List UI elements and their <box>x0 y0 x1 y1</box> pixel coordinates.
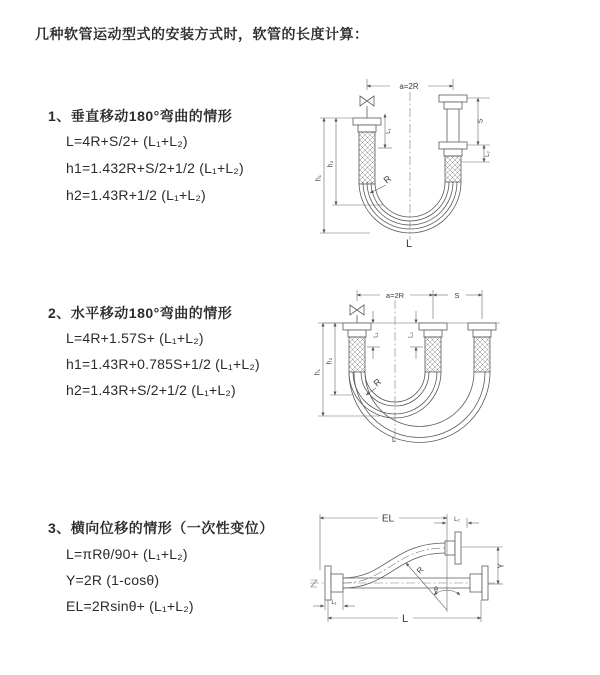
left-pipe-flange <box>353 118 381 132</box>
section1-formula-h1: h1=1.432R+S/2+1/2 (L₁+L₂) <box>66 160 244 176</box>
left-hose-braid <box>349 337 365 372</box>
diagram-horizontal-180-bend <box>310 282 600 452</box>
dim-l1-label: L₁ <box>331 600 337 606</box>
left-pipe-flange <box>343 323 371 337</box>
dim-l-label: L <box>405 238 413 250</box>
dim-s-label: S <box>454 291 460 300</box>
u-bend-position2 <box>349 372 490 443</box>
section1-heading: 1、垂直移动180°弯曲的情形 <box>48 108 233 124</box>
dim-l-label: L <box>401 613 409 625</box>
section2-formula-h2: h2=1.43R+S/2+1/2 (L₁+L₂) <box>66 382 236 398</box>
dim-h1-label: h₁ <box>315 174 323 182</box>
section1-formula-L: L=4R+S/2+ (L₁+L₂) <box>66 133 188 149</box>
u-bend-position1 <box>349 372 441 418</box>
middle-hose-braid <box>425 337 441 372</box>
page-title: 几种软管运动型式的安装方式时，软管的长度计算： <box>35 26 369 42</box>
dim-el-label: EL <box>381 513 395 525</box>
dim-l2-label: L₂ <box>454 517 460 523</box>
upper-flange <box>445 532 461 564</box>
valve-icon <box>360 96 374 118</box>
section1-formula-h2: h2=1.43R+1/2 (L₁+L₂) <box>66 187 206 203</box>
left-hose-braid <box>359 132 375 184</box>
right-pipe-flange-lower <box>439 142 467 156</box>
dim-a2r-label: a=2R <box>385 291 405 300</box>
dim-l2-label: L₂ <box>408 332 415 338</box>
displaced-hose <box>343 543 445 588</box>
section3-formula-EL: EL=2Rsinθ+ (L₁+L₂) <box>66 598 194 614</box>
dim-l2-label: L₂ <box>485 151 491 157</box>
section3-formula-L: L=πRθ/90+ (L₁+L₂) <box>66 546 188 562</box>
angle-theta-label: θ <box>434 587 438 594</box>
radius-label: R <box>371 376 383 389</box>
right-flange <box>470 566 488 600</box>
section2-heading: 2、水平移动180°弯曲的情形 <box>48 305 233 321</box>
diagram-lateral-displacement <box>300 500 600 660</box>
middle-pipe-flange <box>419 323 447 337</box>
break-mark <box>311 580 317 587</box>
right-hose-braid <box>445 156 461 182</box>
dim-l1-label: L₁ <box>386 128 392 134</box>
right-hose-braid <box>474 337 490 372</box>
section2-formula-L: L=4R+1.57S+ (L₁+L₂) <box>66 330 204 346</box>
right-pipe-flange-upper <box>439 95 467 109</box>
dim-s-label: S <box>477 118 485 124</box>
dim-h2-label: h₂ <box>326 357 334 365</box>
diagram-vertical-180-bend <box>310 70 600 260</box>
dim-l-label: L <box>392 437 396 444</box>
section3-heading: 3、横向位移的情形（一次性变位） <box>48 520 274 536</box>
radius-label: R <box>381 173 393 186</box>
radius-label: R <box>414 565 426 576</box>
dim-h1-label: h₁ <box>314 368 322 376</box>
left-flange <box>325 566 343 600</box>
dim-a2r-label: a=2R <box>399 82 419 91</box>
dim-h2-label: h₂ <box>327 160 335 168</box>
right-pipe-flange <box>468 323 496 337</box>
section3-formula-Y: Y=2R (1-cosθ) <box>66 572 160 588</box>
valve-icon <box>350 305 364 323</box>
dim-l1-label: L₁ <box>373 332 380 338</box>
section2-formula-h1: h1=1.43R+0.785S+1/2 (L₁+L₂) <box>66 356 260 372</box>
dim-y-label: Y <box>496 563 506 569</box>
